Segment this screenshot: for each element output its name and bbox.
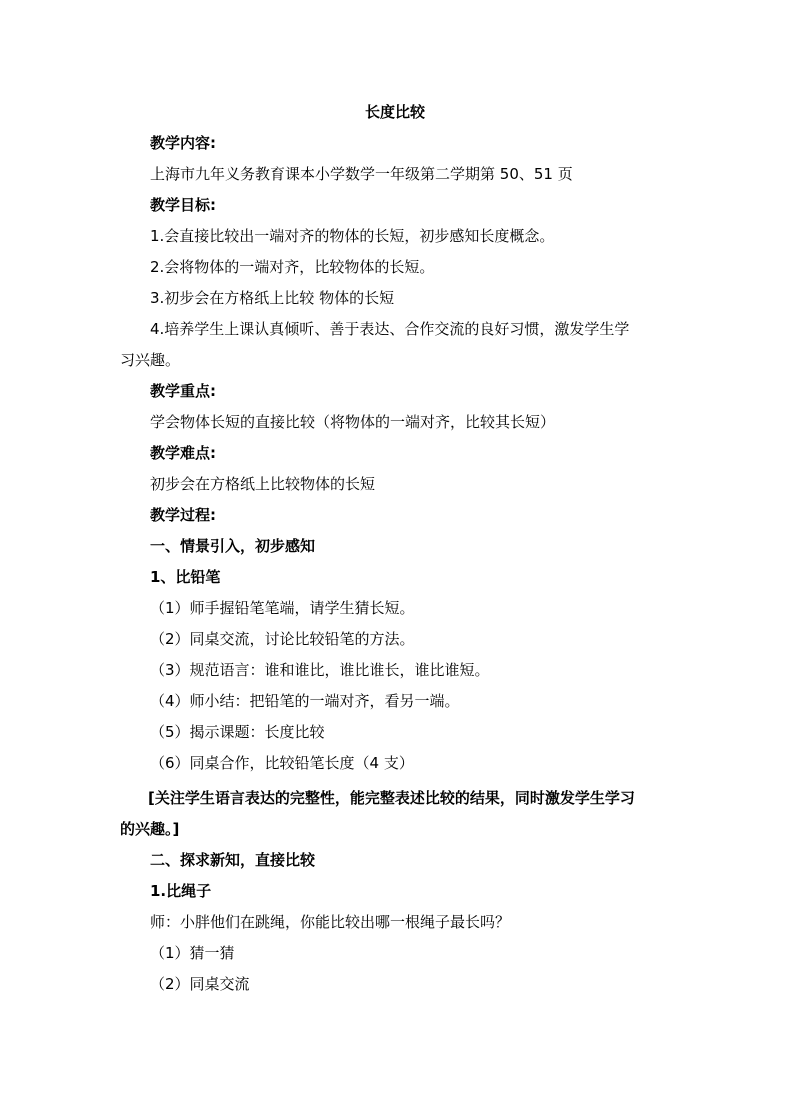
goal-item-1: 1.会直接比较出一端对齐的物体的长短，初步感知长度概念。 [150,227,555,245]
difficulty-text: 初步会在方格纸上比较物体的长短 [150,475,376,493]
section-1-step-6: （6）同桌合作，比较铅笔长度（4 支） [150,754,414,772]
section-1-heading: 一、情景引入，初步感知 [150,537,316,555]
section-2-subheading: 1.比绳子 [150,882,212,900]
goal-item-4-line-1: 4.培养学生上课认真倾听、善于表达、合作交流的良好习惯，激发学生学 [150,320,630,338]
goals-heading: 教学目标: [150,196,216,214]
teaching-note-line-2: 的兴趣。] [120,820,180,838]
section-1-step-3: （3）规范语言：谁和谁比，谁比谁长，谁比谁短。 [150,661,490,679]
content-heading: 教学内容: [150,134,216,152]
section-1-subheading: 1、比铅笔 [150,568,221,586]
section-1-step-5: （5）揭示课题：长度比较 [150,723,325,741]
section-2-question: 师：小胖他们在跳绳，你能比较出哪一根绳子最长吗？ [150,913,511,931]
process-heading: 教学过程: [150,506,216,524]
section-1-step-1: （1）师手握铅笔笔端，请学生猜长短。 [150,599,415,617]
goal-item-3: 3.初步会在方格纸上比较 物体的长短 [150,289,395,307]
section-2-step-2: （2）同桌交流 [150,975,250,993]
goal-item-2: 2.会将物体的一端对齐，比较物体的长短。 [150,258,435,276]
section-1-step-4: （4）师小结：把铅笔的一端对齐，看另一端。 [150,692,460,710]
difficulty-heading: 教学难点: [150,444,216,462]
goal-item-4-line-2: 习兴趣。 [120,351,181,369]
teaching-note-line-1: [关注学生语言表达的完整性，能完整表述比较的结果，同时激发学生学习 [148,789,635,807]
section-1-step-2: （2）同桌交流，讨论比较铅笔的方法。 [150,630,415,648]
content-text: 上海市九年义务教育课本小学数学一年级第二学期第 50、51 页 [150,165,573,183]
document-title: 长度比较 [364,103,425,121]
key-heading: 教学重点: [150,382,216,400]
section-2-heading: 二、探求新知，直接比较 [150,851,316,869]
key-text: 学会物体长短的直接比较（将物体的一端对齐，比较其长短） [150,413,556,431]
section-2-step-1: （1）猜一猜 [150,944,235,962]
